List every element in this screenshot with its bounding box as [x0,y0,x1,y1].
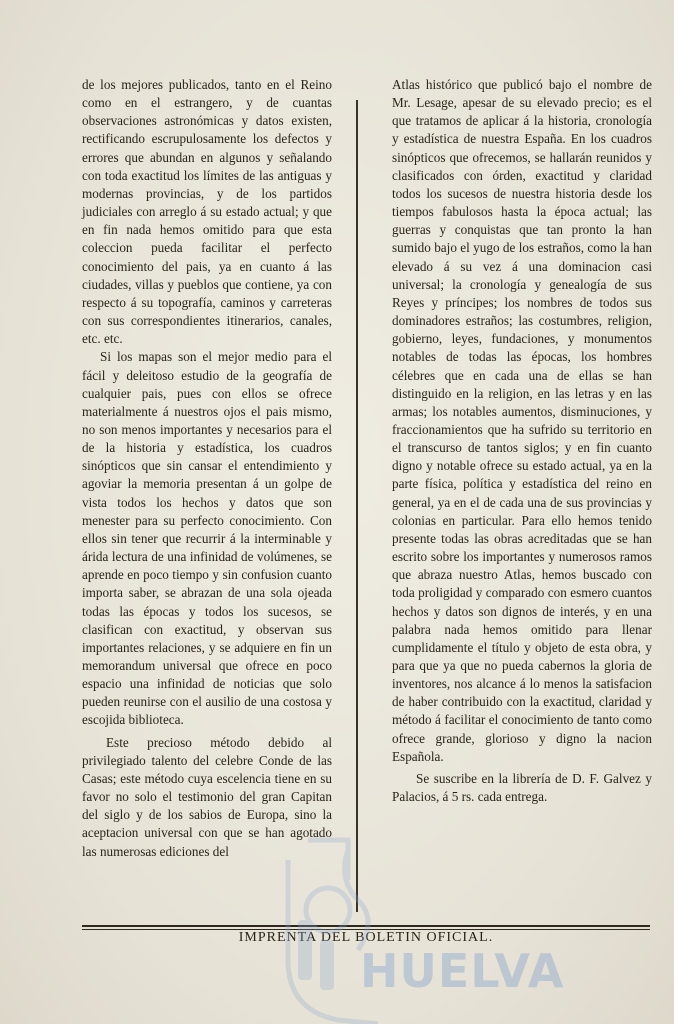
right-paragraph-1: Atlas histórico que publicó bajo el nombre de Mr. Lesage, apesar de su elevado precio; es el que tratamos de aplicar á la historia, cronología y estadística de nuestra España. En los cuadros sinópticos que ofrecemos, se hallarán reunidos y clasificados con órden, exactitud y claridad todos los sucesos de nuestra historia desde los tiempos fabulosos hasta la época actual; las guerras y conquistas que tan pronto la han sumido bajo el yugo de los estraños, como la han elevado á su vez á una dominacion casi universal; la cronología y genealogía de sus Reyes y príncipes; los nombres de todos sus dominadores estraños; las costumbres, religion, gobierno, leyes, fundaciones, y monumentos notables de todas las épocas, los hombres célebres que en cada una de ellas se han distinguido en la religion, en las letras y en las armas; los notables aumentos, disminuciones, y fraccionamientos que ha sufrido su territorio en el transcurso de tantos siglos; y en fin cuanto digno y notable ofrece su estado actual, ya en la parte física, política y estadística del reino en general, ya en el de cada una de sus provincias y colonias en particular. Para ello hemos tenido presente todas las obras acreditadas que se han escrito sobre los importantes y numerosos ramos que abraza nuestro Atlas, hemos buscado con toda proligidad y comparado con esmero cuantos hechos y datos son dignos de interés, y en una palabra nada hemos omitido para llenar cumplidamente el título y objeto de esta obra, y para que ya que no pueda cabernos la gloria de inventores, nos alcance á lo menos la satisfacion de haber contribuido con la exactitud, claridad y método á facilitar el conocimiento de tanto como ofrece grande, glorioso y digno la nacion Española. [392,77,652,764]
right-column [392,76,652,806]
left-paragraph-3: Este precioso método debido al privilegiado talento del celebre Conde de las Casas; este método cuya escelencia tiene en su favor no solo el testimonio del gran Capitan del siglo y de los sabios de Europa, sino la aceptacion universal con que se han agotado las numerosas ediciones del [82,734,332,859]
imprint-line: IMPRENTA DEL BOLETIN OFICIAL. [238,930,494,945]
left-column [82,76,332,861]
footer-rule-top [82,925,650,927]
right-paragraph-2: Se suscribe en la librería de D. F. Galvez y Palacios, á 5 rs. cada entrega. [392,770,652,805]
left-paragraph-2: Si los mapas son el mejor medio para el fácil y deleitoso estudio de la geografía de cualquier pais, pues con ellos se ofrece materialmente á nuestros ojos el pais mismo, no son menos importantes y necesarios para el de la historia y estadística, los cuadros sinópticos que sin cansar el entendimiento y agoviar la memoria presentan á un golpe de vista todos los hechos y datos que son menester para su perfecto conocimiento. Con ellos sin tener que recurrir á la interminable y árida lectura de una infinidad de volúmenes, se aprende en poco tiempo y sin confusion cuanto importa saber, se abrazan de una sola ojeada todas las épocas y todos los sucesos, se clasifican con exactitud, y observan sus importantes relaciones, y se adquiere en fin un memorandum universal que ofrece en poco espacio una infinidad de noticias que solo pueden reunirse con el ausilio de una costosa y escojida biblioteca. [82,349,332,728]
watermark-text: HUELVA [360,944,565,998]
column-divider [356,100,358,912]
left-paragraph-1: de los mejores publicados, tanto en el Reino como en el estrangero, y de cuantas observaciones astronómicas y datos existen, rectificando escrupulosamente los defectos y errores que abundan en algunos y señalando con toda exactitud los límites de las antiguas y modernas provincias, y de los partidos judiciales con arreglo á su estado actual; y que en fin nada hemos omitido para que esta coleccion pueda facilitar el perfecto conocimiento del pais, ya en cuanto á las ciudades, villas y pueblos que contiene, ya con respecto á su topografía, caminos y carreteras con sus correspondientes itinerarios, canales, etc. etc. [82,77,332,347]
